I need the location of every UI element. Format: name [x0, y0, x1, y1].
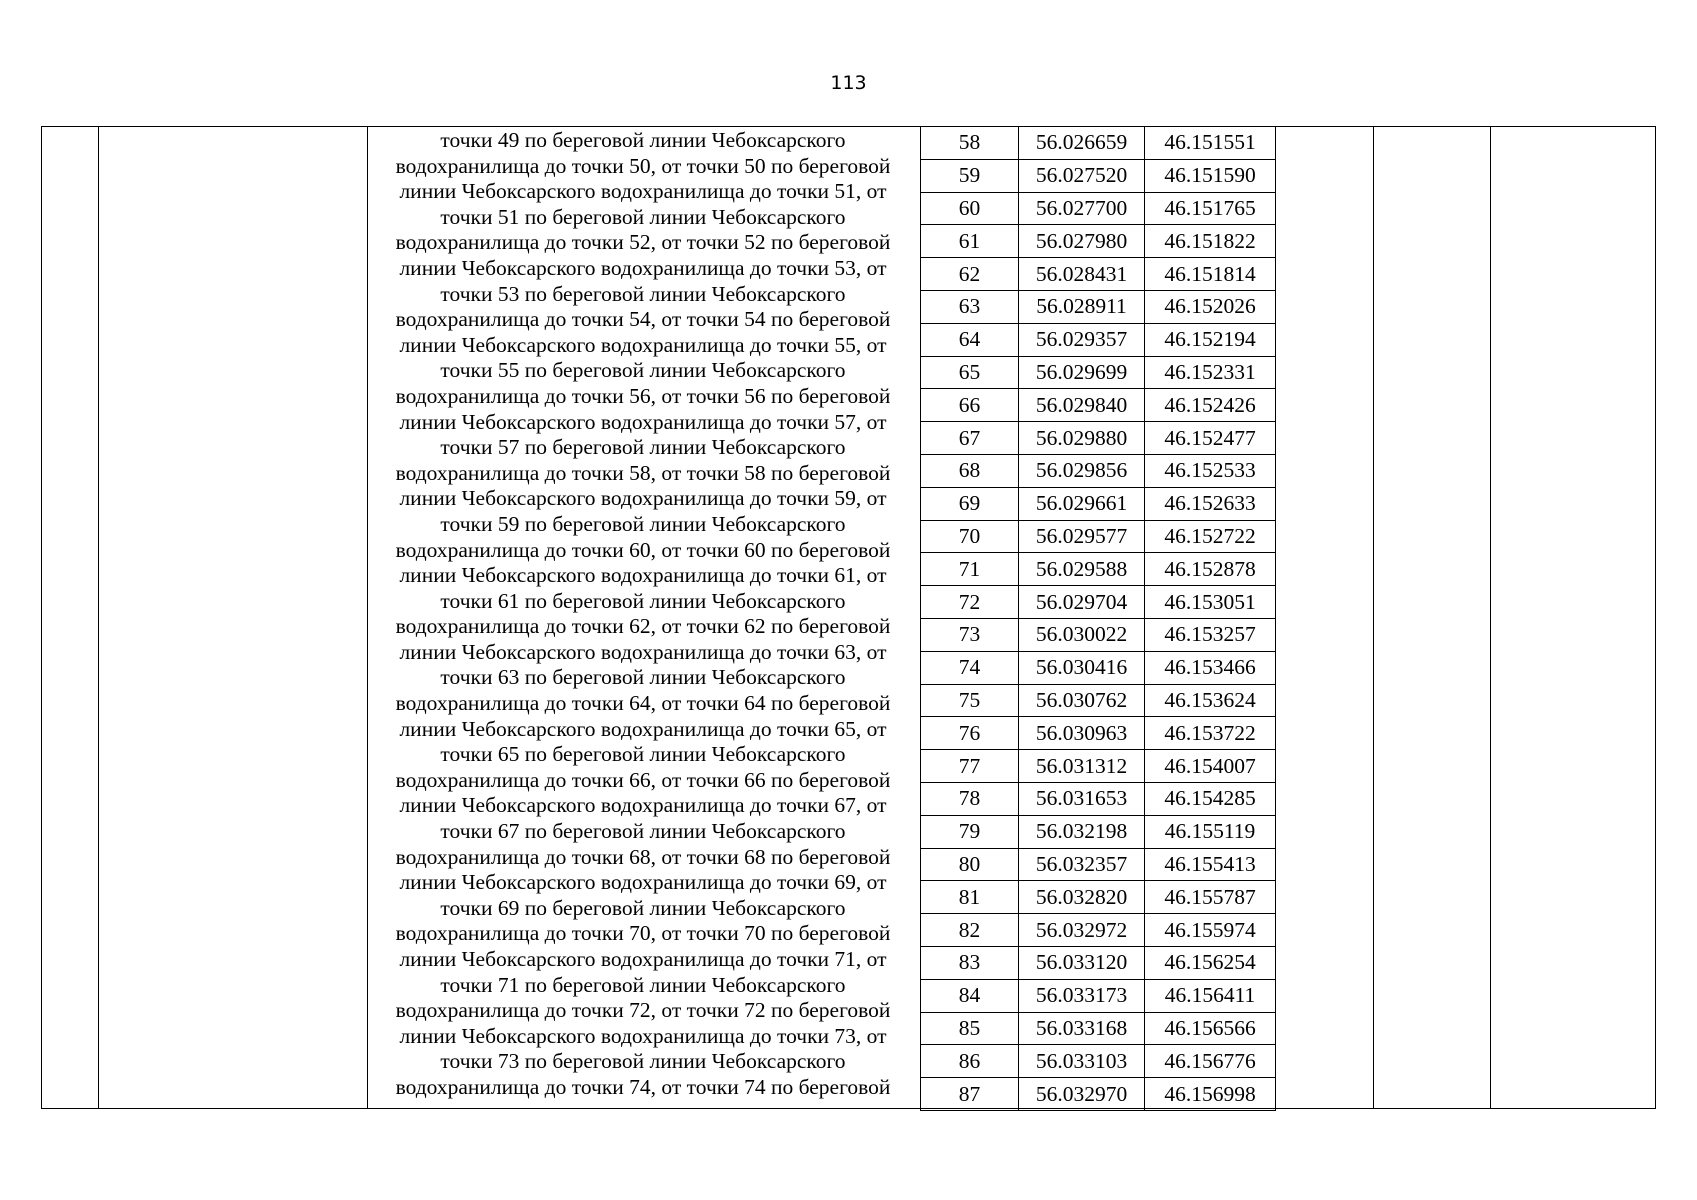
table-row	[921, 520, 1276, 553]
coordinates-table-body	[921, 127, 1276, 1111]
description-line: водохранилища до точки 58, от точки 58 по береговой	[395, 460, 891, 485]
point-number-cell: 68	[921, 454, 1019, 487]
longitude-cell: 46.151765	[1145, 192, 1276, 225]
longitude-cell: 46.154285	[1145, 782, 1276, 815]
longitude-cell: 46.152633	[1145, 487, 1276, 520]
longitude-cell: 46.154007	[1145, 750, 1276, 783]
point-number-cell: 77	[921, 750, 1019, 783]
longitude-cell: 46.152477	[1145, 422, 1276, 455]
description-line: водохранилища до точки 72, от точки 72 по береговой	[395, 998, 891, 1023]
table-row	[921, 815, 1276, 848]
longitude-cell: 46.155413	[1145, 848, 1276, 881]
latitude-cell: 56.027980	[1019, 225, 1145, 258]
latitude-cell: 56.030963	[1019, 717, 1145, 750]
latitude-cell: 56.032357	[1019, 848, 1145, 881]
longitude-cell: 46.151822	[1145, 225, 1276, 258]
table-row	[921, 717, 1276, 750]
table-row	[921, 684, 1276, 717]
point-number-cell: 86	[921, 1045, 1019, 1078]
table-row	[921, 290, 1276, 323]
column-divider	[1373, 126, 1374, 1109]
description-line: точки 73 по береговой линии Чебоксарского	[440, 1049, 846, 1074]
point-number-cell: 74	[921, 651, 1019, 684]
longitude-cell: 46.152026	[1145, 290, 1276, 323]
point-number-cell: 62	[921, 258, 1019, 291]
latitude-cell: 56.032198	[1019, 815, 1145, 848]
point-number-cell: 65	[921, 356, 1019, 389]
point-number-cell: 79	[921, 815, 1019, 848]
description-line: точки 67 по береговой линии Чебоксарского	[440, 819, 846, 844]
point-number-cell: 85	[921, 1012, 1019, 1045]
table-row	[921, 1012, 1276, 1045]
longitude-cell: 46.152426	[1145, 389, 1276, 422]
latitude-cell: 56.029704	[1019, 586, 1145, 619]
longitude-cell: 46.155974	[1145, 914, 1276, 947]
description-line: водохранилища до точки 50, от точки 50 по береговой	[395, 153, 891, 178]
point-number-cell: 71	[921, 553, 1019, 586]
point-number-cell: 73	[921, 618, 1019, 651]
description-line: точки 59 по береговой линии Чебоксарского	[440, 511, 846, 536]
latitude-cell: 56.030762	[1019, 684, 1145, 717]
latitude-cell: 56.031653	[1019, 782, 1145, 815]
description-line: точки 71 по береговой линии Чебоксарского	[440, 972, 846, 997]
latitude-cell: 56.033103	[1019, 1045, 1145, 1078]
point-number-cell: 59	[921, 159, 1019, 192]
column-divider	[98, 126, 99, 1109]
table-row	[921, 946, 1276, 979]
longitude-cell: 46.156411	[1145, 979, 1276, 1012]
longitude-cell: 46.153051	[1145, 586, 1276, 619]
table-row	[921, 979, 1276, 1012]
longitude-cell: 46.153722	[1145, 717, 1276, 750]
latitude-cell: 56.029661	[1019, 487, 1145, 520]
description-line: водохранилища до точки 56, от точки 56 по береговой	[395, 383, 891, 408]
description-line: линии Чебоксарского водохранилища до точки 67, от	[399, 793, 887, 818]
column-divider	[367, 126, 368, 1109]
longitude-cell: 46.153466	[1145, 651, 1276, 684]
description-line: линии Чебоксарского водохранилища до точки 63, от	[399, 639, 887, 664]
table-row	[921, 881, 1276, 914]
latitude-cell: 56.033168	[1019, 1012, 1145, 1045]
point-number-cell: 76	[921, 717, 1019, 750]
longitude-cell: 46.152533	[1145, 454, 1276, 487]
description-line: точки 49 по береговой линии Чебоксарского	[440, 128, 846, 152]
table-row	[921, 782, 1276, 815]
table-row	[921, 848, 1276, 881]
point-number-cell: 84	[921, 979, 1019, 1012]
latitude-cell: 56.031312	[1019, 750, 1145, 783]
latitude-cell: 56.030022	[1019, 618, 1145, 651]
latitude-cell: 56.032820	[1019, 881, 1145, 914]
description-line: линии Чебоксарского водохранилища до точки 53, от	[399, 255, 887, 280]
latitude-cell: 56.032970	[1019, 1078, 1145, 1111]
description-line: линии Чебоксарского водохранилища до точки 61, от	[399, 563, 887, 588]
point-number-cell: 67	[921, 422, 1019, 455]
description-line: точки 63 по береговой линии Чебоксарского	[440, 665, 846, 690]
point-number-cell: 82	[921, 914, 1019, 947]
latitude-cell: 56.029856	[1019, 454, 1145, 487]
table-row	[921, 1045, 1276, 1078]
point-number-cell: 72	[921, 586, 1019, 619]
latitude-cell: 56.030416	[1019, 651, 1145, 684]
table-row	[921, 356, 1276, 389]
table-row	[921, 651, 1276, 684]
description-line: точки 65 по береговой линии Чебоксарского	[440, 742, 846, 767]
latitude-cell: 56.029699	[1019, 356, 1145, 389]
point-number-cell: 66	[921, 389, 1019, 422]
latitude-cell: 56.028911	[1019, 290, 1145, 323]
latitude-cell: 56.029588	[1019, 553, 1145, 586]
latitude-cell: 56.029840	[1019, 389, 1145, 422]
latitude-cell: 56.032972	[1019, 914, 1145, 947]
longitude-cell: 46.156566	[1145, 1012, 1276, 1045]
longitude-cell: 46.156776	[1145, 1045, 1276, 1078]
description-line: линии Чебоксарского водохранилища до точки 73, от	[399, 1023, 887, 1048]
description-line: линии Чебоксарского водохранилища до точки 71, от	[399, 947, 887, 971]
longitude-cell: 46.156254	[1145, 946, 1276, 979]
table-row	[921, 225, 1276, 258]
longitude-cell: 46.155119	[1145, 815, 1276, 848]
description-line: точки 55 по береговой линии Чебоксарского	[440, 358, 846, 383]
description-line: точки 51 по береговой линии Чебоксарского	[440, 204, 846, 229]
longitude-cell: 46.153257	[1145, 618, 1276, 651]
point-number-cell: 83	[921, 946, 1019, 979]
longitude-cell: 46.152878	[1145, 553, 1276, 586]
point-number-cell: 70	[921, 520, 1019, 553]
longitude-cell: 46.151590	[1145, 159, 1276, 192]
latitude-cell: 56.026659	[1019, 127, 1145, 160]
point-number-cell: 87	[921, 1078, 1019, 1111]
description-line: водохранилища до точки 66, от точки 66 по береговой	[395, 767, 891, 792]
description-line: линии Чебоксарского водохранилища до точки 59, от	[399, 486, 887, 511]
table-row	[921, 454, 1276, 487]
point-number-cell: 61	[921, 225, 1019, 258]
table-row	[921, 618, 1276, 651]
description-line: линии Чебоксарского водохранилища до точки 57, от	[399, 409, 887, 434]
page-number: 113	[830, 72, 867, 94]
description-line: водохранилища до точки 64, от точки 64 по береговой	[395, 691, 891, 716]
longitude-cell: 46.155787	[1145, 881, 1276, 914]
column-divider	[1490, 126, 1491, 1109]
table-row	[921, 192, 1276, 225]
point-number-cell: 63	[921, 290, 1019, 323]
point-number-cell: 60	[921, 192, 1019, 225]
description-line: точки 69 по береговой линии Чебоксарского	[440, 895, 846, 920]
table-row	[921, 487, 1276, 520]
longitude-cell: 46.153624	[1145, 684, 1276, 717]
longitude-cell: 46.152331	[1145, 356, 1276, 389]
point-number-cell: 81	[921, 881, 1019, 914]
description-line: точки 53 по береговой линии Чебоксарского	[440, 281, 846, 306]
description-line: линии Чебоксарского водохранилища до точки 51, от	[399, 179, 887, 204]
longitude-cell: 46.152722	[1145, 520, 1276, 553]
point-number-cell: 78	[921, 782, 1019, 815]
table-row	[921, 1078, 1276, 1111]
table-row	[921, 258, 1276, 291]
description-line: водохранилища до точки 70, от точки 70 по береговой	[395, 921, 891, 946]
description-line: линии Чебоксарского водохранилища до точки 55, от	[399, 332, 887, 357]
latitude-cell: 56.027520	[1019, 159, 1145, 192]
point-number-cell: 75	[921, 684, 1019, 717]
table-row	[921, 389, 1276, 422]
description-line: водохранилища до точки 60, от точки 60 по береговой	[395, 537, 891, 562]
table-row	[921, 586, 1276, 619]
longitude-cell: 46.151814	[1145, 258, 1276, 291]
latitude-cell: 56.029577	[1019, 520, 1145, 553]
description-line: точки 57 по береговой линии Чебоксарского	[440, 435, 846, 460]
description-line: водохранилища до точки 68, от точки 68 по береговой	[395, 844, 891, 869]
point-number-cell: 69	[921, 487, 1019, 520]
latitude-cell: 56.033173	[1019, 979, 1145, 1012]
description-line: водохранилища до точки 52, от точки 52 по береговой	[395, 230, 891, 255]
description-line: линии Чебоксарского водохранилища до точки 65, от	[399, 716, 887, 741]
boundary-description	[370, 128, 916, 1101]
longitude-cell: 46.156998	[1145, 1078, 1276, 1111]
table-row	[921, 323, 1276, 356]
coordinates-table	[920, 126, 1276, 1111]
longitude-cell: 46.152194	[1145, 323, 1276, 356]
description-line: точки 61 по береговой линии Чебоксарского	[440, 588, 846, 613]
point-number-cell: 64	[921, 323, 1019, 356]
table-row	[921, 914, 1276, 947]
point-number-cell: 80	[921, 848, 1019, 881]
latitude-cell: 56.027700	[1019, 192, 1145, 225]
latitude-cell: 56.029880	[1019, 422, 1145, 455]
latitude-cell: 56.029357	[1019, 323, 1145, 356]
point-number-cell: 58	[921, 127, 1019, 160]
description-line: водохранилища до точки 62, от точки 62 по береговой	[395, 614, 891, 639]
latitude-cell: 56.033120	[1019, 946, 1145, 979]
table-row	[921, 750, 1276, 783]
table-row	[921, 127, 1276, 160]
longitude-cell: 46.151551	[1145, 127, 1276, 160]
table-row	[921, 159, 1276, 192]
description-line: водохранилища до точки 54, от точки 54 по береговой	[395, 307, 891, 332]
table-row	[921, 553, 1276, 586]
table-row	[921, 422, 1276, 455]
latitude-cell: 56.028431	[1019, 258, 1145, 291]
description-line: водохранилища до точки 74, от точки 74 по береговой	[395, 1074, 891, 1099]
description-line: линии Чебоксарского водохранилища до точки 69, от	[399, 870, 887, 895]
